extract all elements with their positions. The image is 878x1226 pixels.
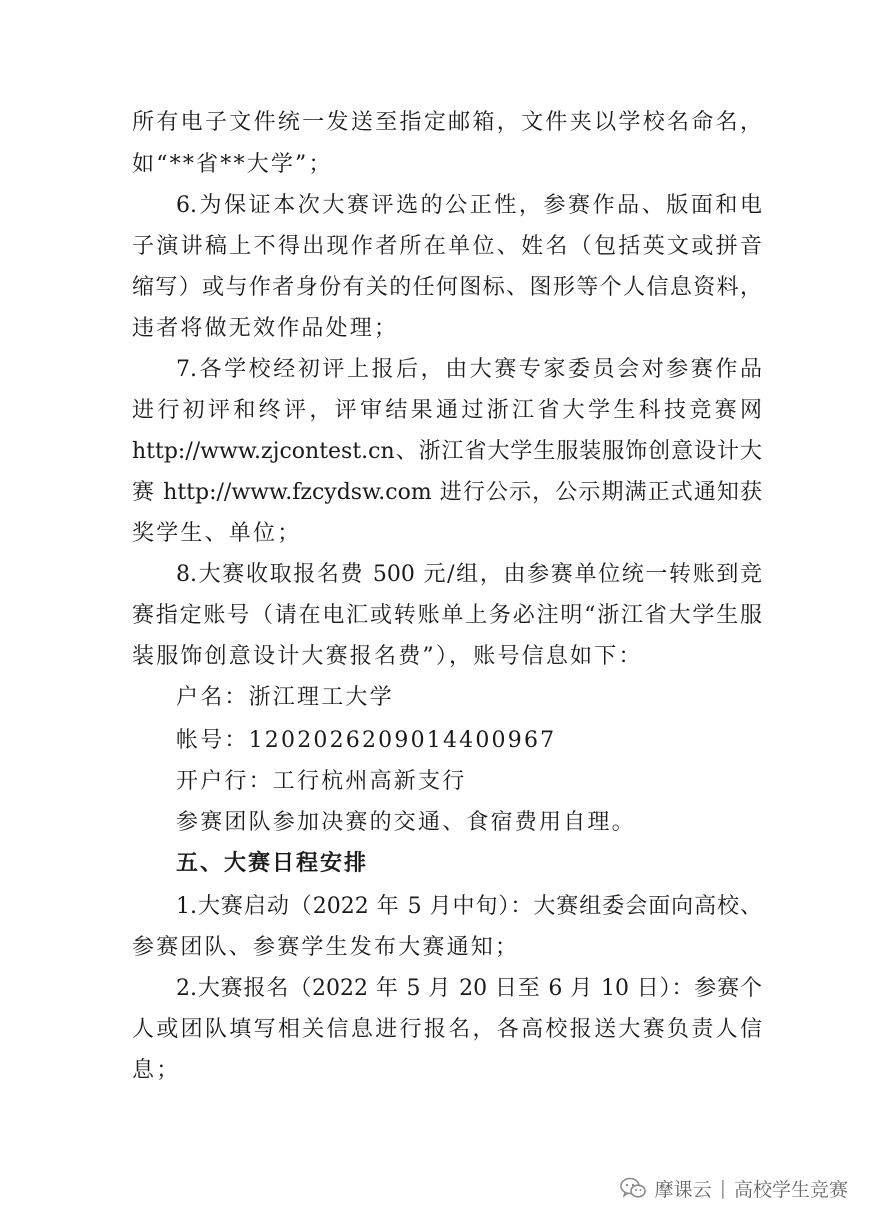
separator: | — [719, 1177, 726, 1199]
paragraph-line: 缩写）或与作者身份有关的任何图标、图形等个人信息资料， — [132, 275, 762, 300]
wechat-icon — [619, 1176, 647, 1200]
paragraph-line: 如“**省**大学”； — [132, 152, 333, 177]
item-6-line: 6.为保证本次大赛评选的公正性，参赛作品、版面和电 — [176, 193, 762, 218]
account-name-label: 摩课云 — [654, 1178, 712, 1201]
paragraph-line: 参赛团队、参赛学生发布大赛通知； — [132, 935, 520, 960]
url-line: 赛 http://www.fzcydsw.com 进行公示，公示期满正式通知获 — [132, 480, 762, 505]
account-title: 高校学生竞赛 — [733, 1178, 848, 1201]
paragraph-line: 参赛团队参加决赛的交通、食宿费用自理。 — [176, 810, 636, 835]
account-number: 帐号：1202026209014400967 — [176, 728, 557, 753]
paragraph-line: 奖学生、单位； — [132, 521, 302, 546]
paragraph-line: 赛指定账号（请在电汇或转账单上务必注明“浙江省大学生服 — [132, 603, 762, 628]
paragraph-line: 进行初评和终评，评审结果通过浙江省大学生科技竞赛网 — [132, 398, 762, 423]
account-name: 户名：浙江理工大学 — [176, 685, 394, 710]
paragraph-line: 所有电子文件统一发送至指定邮箱，文件夹以学校名命名， — [132, 110, 762, 135]
paragraph-line: 装服饰创意设计大赛报名费”），账号信息如下： — [132, 644, 643, 669]
watermark-footer — [619, 1174, 848, 1202]
item-7-line: 7.各学校经初评上报后，由大赛专家委员会对参赛作品 — [176, 357, 762, 382]
paragraph-line: 违者将做无效作品处理； — [132, 316, 399, 341]
paragraph-line: 子演讲稿上不得出现作者所在单位、姓名（包括英文或拼音 — [132, 234, 762, 259]
item-2-line: 2.大赛报名（2022 年 5 月 20 日至 6 月 10 日）：参赛个 — [176, 976, 762, 1001]
paragraph-line: 息； — [132, 1058, 181, 1083]
url-line: http://www.zjcontest.cn、浙江省大学生服装服饰创意设计大 — [132, 439, 762, 464]
section-heading: 五、大赛日程安排 — [176, 851, 369, 876]
item-8-line: 8.大赛收取报名费 500 元/组，由参赛单位统一转账到竞 — [176, 562, 762, 587]
item-1-line: 1.大赛启动（2022 年 5 月中旬）：大赛组委会面向高校、 — [176, 894, 762, 919]
bank-name: 开户行：工行杭州高新支行 — [176, 769, 467, 794]
paragraph-line: 人或团队填写相关信息进行报名，各高校报送大赛负责人信 — [132, 1017, 762, 1042]
